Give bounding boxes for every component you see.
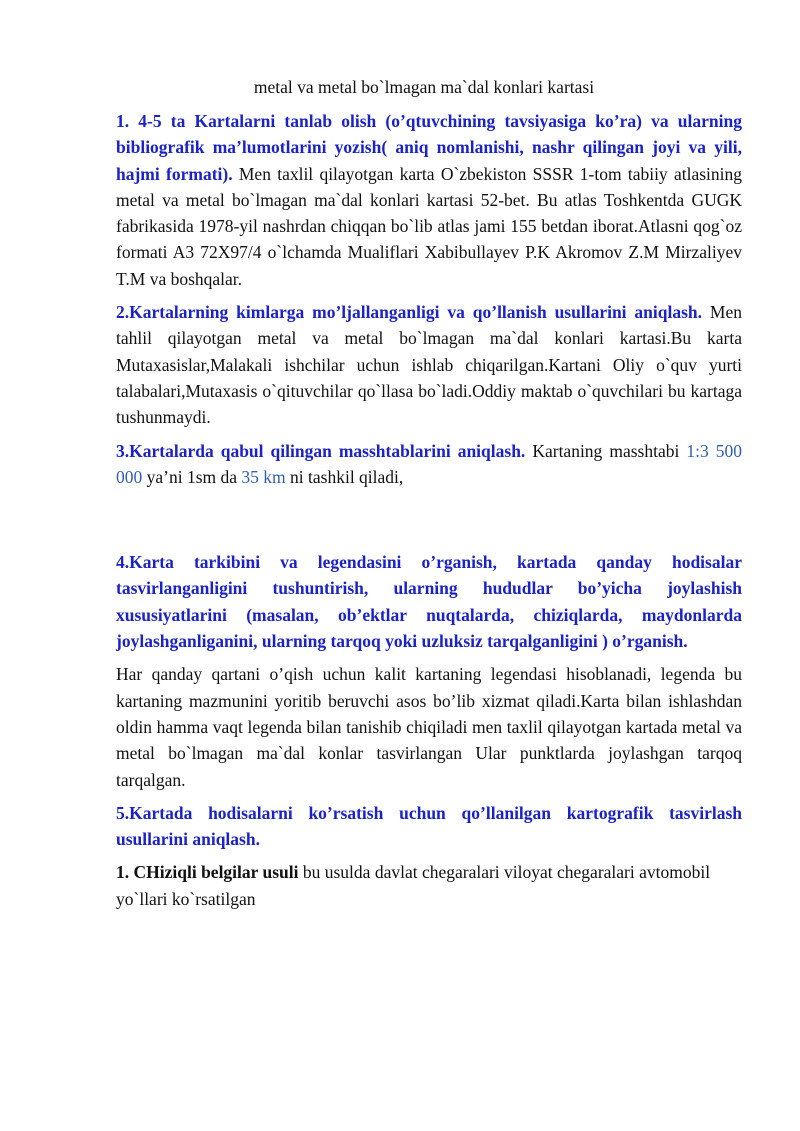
section-6-body: bu usulda davlat chegaralari viloyat chegaralari avtomobil yo`llari ko`rsatilgan <box>116 862 711 909</box>
section-3-text-c: ni tashkil qiladi, <box>285 466 404 487</box>
section-3-heading: 3.Kartalarda qabul qilingan masshtablarini aniqlash. <box>116 440 526 461</box>
section-2 <box>116 299 742 430</box>
section-3-text-b: ya’ni 1sm da <box>142 466 242 487</box>
section-6-label: 1. CHiziqli belgilar usuli <box>116 862 299 883</box>
section-4-heading: 4.Karta tarkibini va legendasini o’rganish, kartada qanday hodisalar tasvirlanganligini tushuntirish, ularning hududlar bo’yicha joylashish xususiyatlarini (masalan, ob’ektlar nuqtalarda, chiziqlarda, maydonlarda joylashganliganini, ularning tarqoq yoki uzluksiz tarqalganligini ) o’rganish. <box>116 552 742 652</box>
section-2-heading: 2.Kartalarning kimlarga mo’ljallanganligi va qo’llanish usullarini aniqlash. <box>116 302 703 323</box>
section-1-heading: 1. 4-5 ta Kartalarni tanlab olish (o’qtuvchining tavsiyasiga ko’ra) va ularning bibliografik ma’lumotlarini yozish( aniq nomlanishi, nashr qilingan joyi va yili, hajmi formati). <box>116 111 742 184</box>
section-3-text-a: Kartaning masshtabi <box>525 440 687 461</box>
section-3 <box>116 438 742 491</box>
document-title: metal va metal bo`lmagan ma`dal konlari kartasi <box>253 77 595 97</box>
section-6 <box>116 859 742 912</box>
section-1 <box>116 108 742 292</box>
section-2-body: Men tahlil qilayotgan metal va metal bo`lmagan ma`dal konlari kartasi.Bu karta Mutaxasislar,Malakali ishchilar uchun ishlab chiqarilgan.Kartani Oliy o`quv yurti talabalari,Mutaxasis o`qituvchilar qo`llasa bo`ladi.Oddiy maktab o`quvchilari bu kartaga tushunmaydi. <box>116 302 743 428</box>
blank-gap <box>116 497 742 549</box>
section-4-body: Har qanday qartani o’qish uchun kalit kartaning legendasi hisoblanadi, legenda bu kartaning mazmunini yoritib beruvchi asos bo’lib xizmat qiladi.Karta bilan ishlashdan oldin hamma vaqt legenda bilan tanishib chiqiladi men taxlil qilayotgan kartada metal va metal bo`lmagan ma`dal konlar tasvirlangan Ular punktlarda joylashgan tarqoq tarqalgan. <box>116 664 742 790</box>
scale-km-value: 35 km <box>241 466 286 487</box>
section-5-heading: 5.Kartada hodisalarni ko’rsatish uchun qo’llanilgan kartografik tasvirlash usullarini aniqlash. <box>116 802 742 850</box>
scale-value: 1:3 500 000 <box>116 440 742 487</box>
section-1-body: Men taxlil qilayotgan karta O`zbekiston SSSR 1-tom tabiiy atlasining metal va metal bo`lmagan ma`dal konlari kartasi 52-bet. Bu atlas Toshkentda GUGK fabrikasida 1978-yil nashrdan chiqqan bo`lib atlas jami 155 betdan iborat.Atlasni qog`oz formati A3 72X97/4 o`lchamda Mualiflari Xabibullayev P.K Akromov Z.M Mirzaliyev T.M va boshqalar. <box>116 163 742 289</box>
